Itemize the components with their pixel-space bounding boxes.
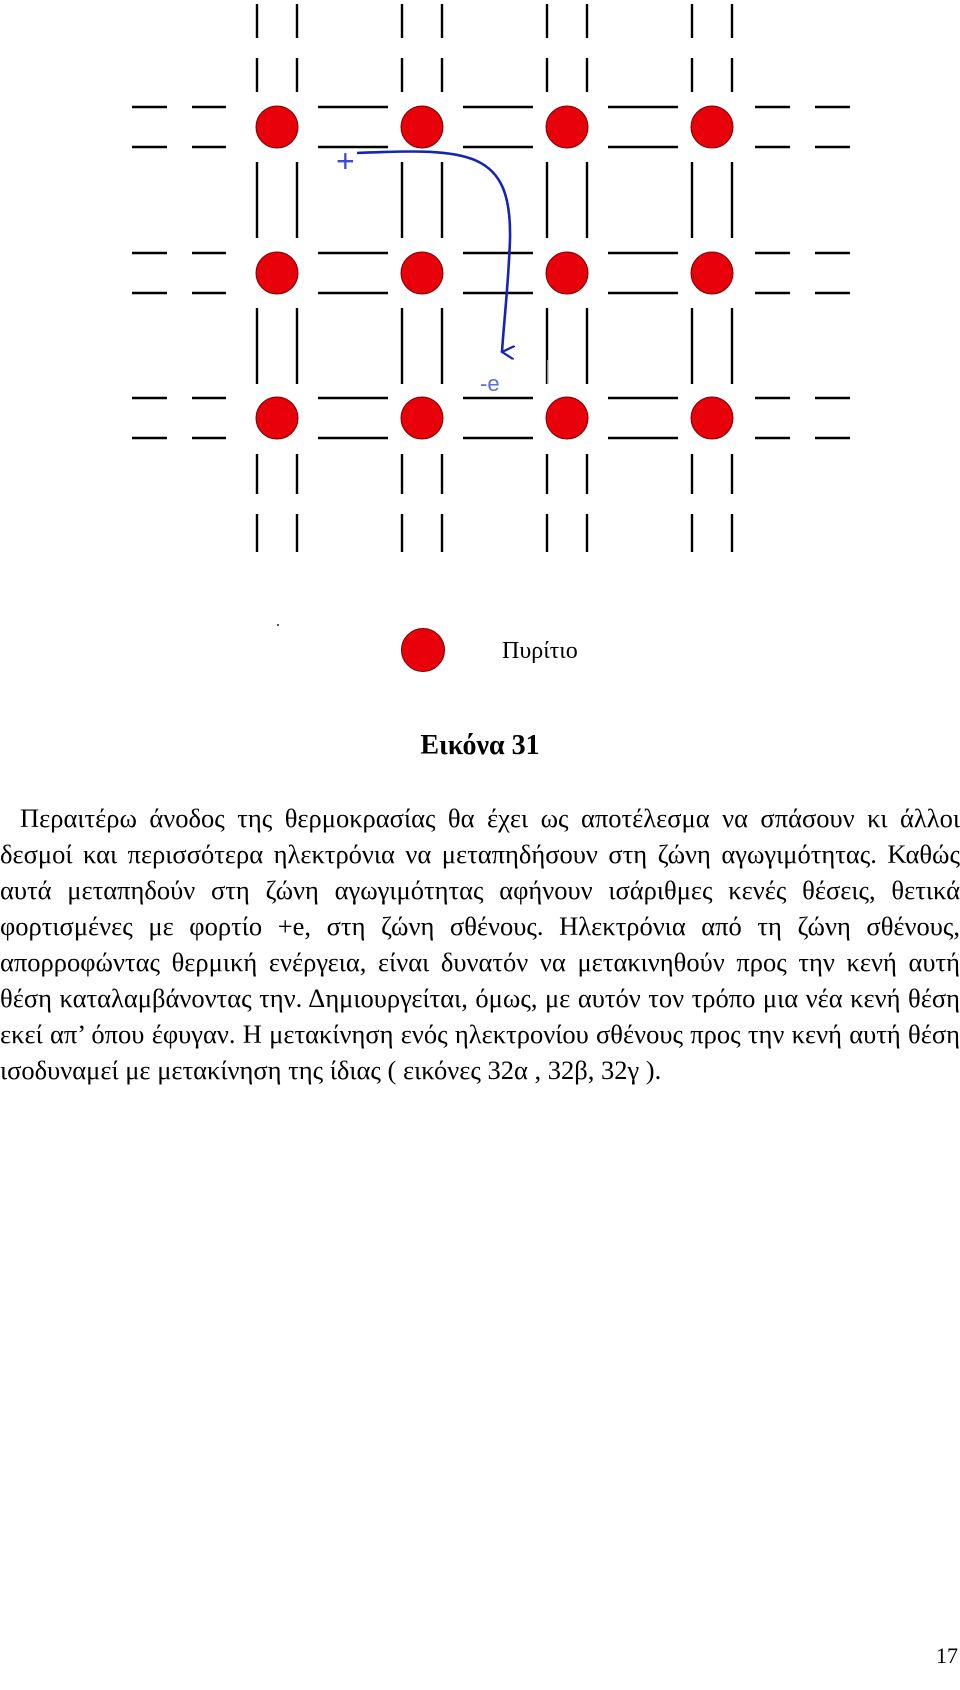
electron-label: -e	[480, 371, 500, 396]
silicon-atom	[691, 252, 733, 294]
silicon-lattice-diagram	[0, 0, 960, 600]
body-paragraph: Περαιτέρω άνοδος της θερμοκρασίας θα έχει ως αποτέλεσμα να σπάσουν κι άλλοι δεσμοί και περισσότερα ηλεκτρόνια να μεταπηδήσουν στη ζώνη αγωγιμότητας. Καθώς αυτά μεταπηδούν στη ζώνη αγωγιμότητας αφήνουν ισάριθμες κενές θέσεις, θετικά φορτισμένες με φορτίο +e, στη ζώνη σθένους. Ηλεκτρόνια από τη ζώνη σθένους, απορροφώντας θερμική ενέργεια, είναι δυνατόν να μετακινηθούν προς την κενή αυτή θέση καταλαμβάνοντας την. Δημιουργείται, όμως, με αυτόν τον τρόπο μια νέα κενή θέση εκεί απ’ όπου έφυγαν. Η μετακίνηση ενός ηλεκτρονίου σθένους προς την κενή αυτή θέση ισοδυναμεί με μετακίνηση της ίδιας ( εικόνες 32α , 32β, 32γ ).	[0, 803, 960, 1085]
stray-mark	[277, 624, 279, 626]
silicon-atom	[546, 106, 588, 148]
covalent-bonds	[132, 4, 850, 552]
silicon-atom	[691, 397, 733, 439]
silicon-atom	[691, 106, 733, 148]
silicon-atom	[401, 252, 443, 294]
silicon-atom	[401, 397, 443, 439]
hole-transfer-arrow	[357, 151, 510, 352]
page-number: 17	[936, 1643, 958, 1668]
legend-silicon-atom	[401, 628, 445, 672]
legend-label: Πυρίτιο	[502, 638, 578, 664]
silicon-atom	[401, 106, 443, 148]
silicon-atom	[546, 252, 588, 294]
silicon-atom	[546, 397, 588, 439]
hole-plus-label: +	[336, 143, 355, 179]
silicon-atom	[256, 397, 298, 439]
figure-caption: Εικόνα 31	[420, 730, 540, 761]
silicon-atom	[256, 106, 298, 148]
silicon-atom	[256, 252, 298, 294]
